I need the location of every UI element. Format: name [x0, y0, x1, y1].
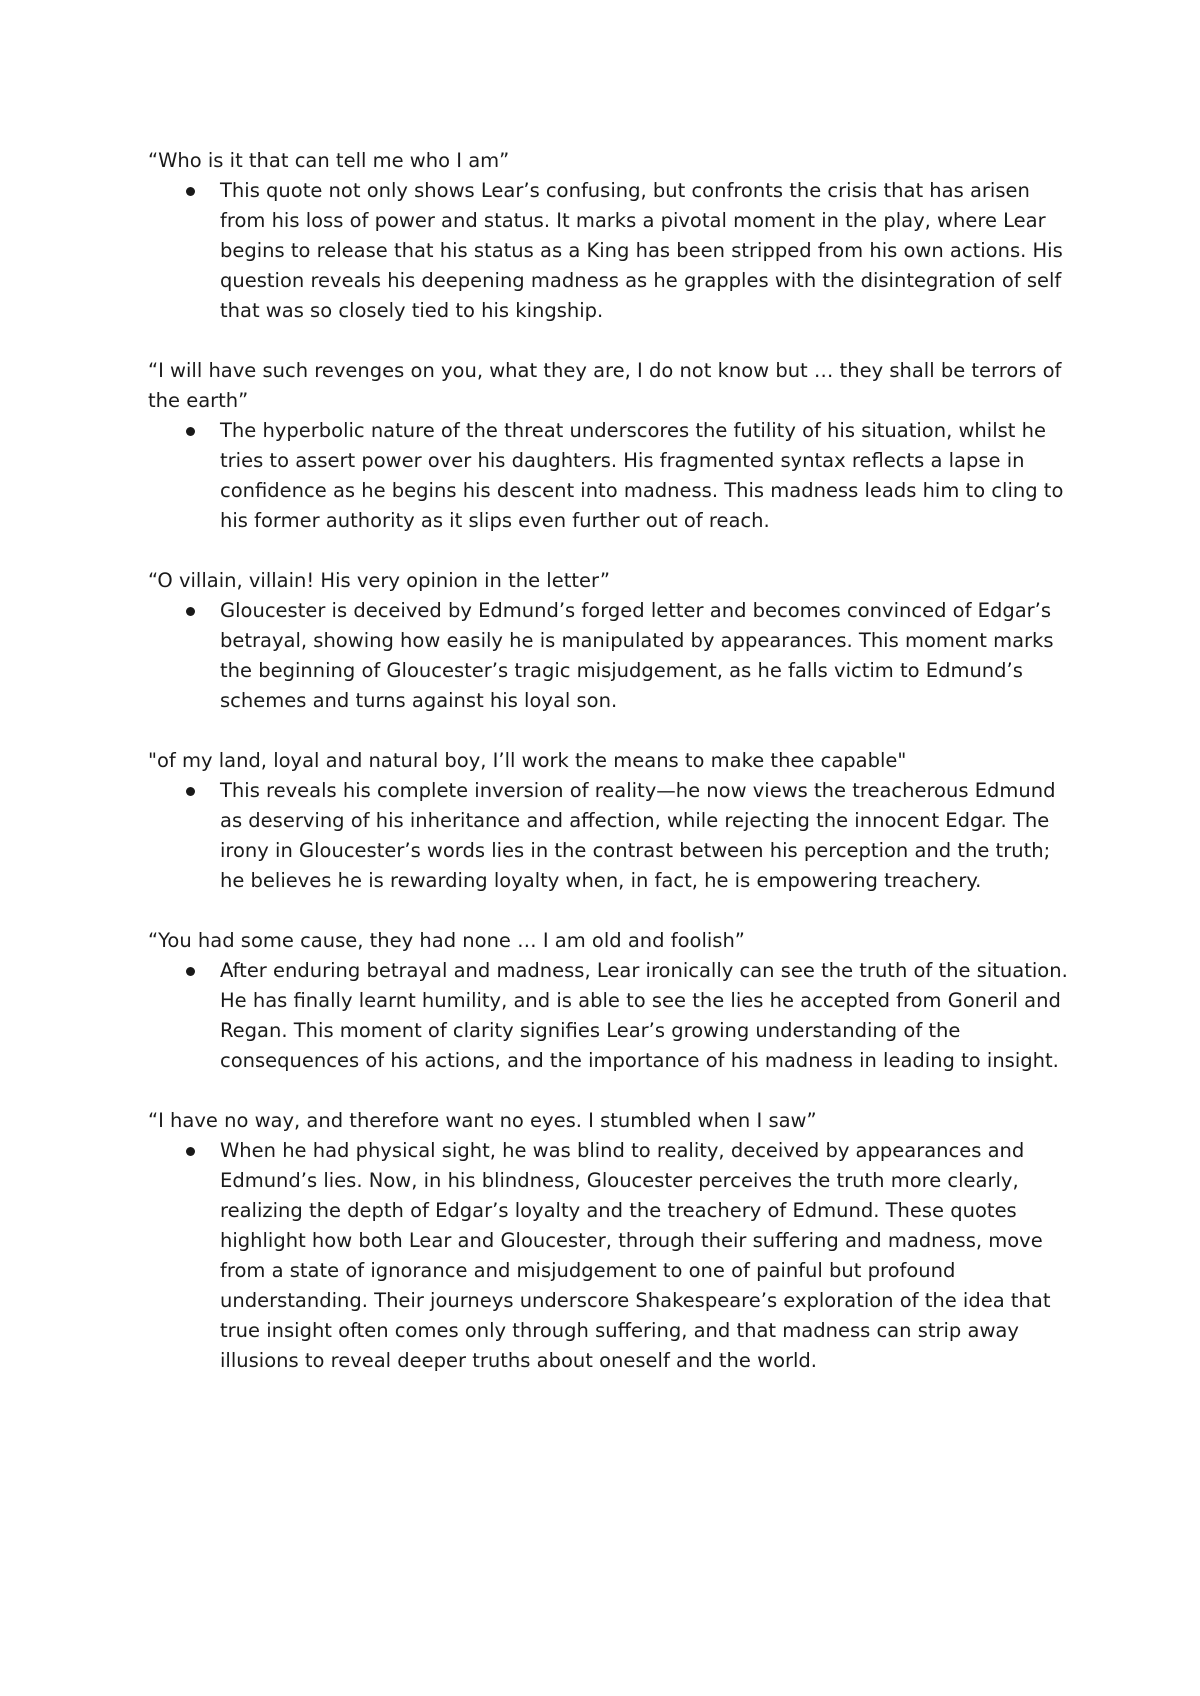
- analysis-text: This quote not only shows Lear’s confusing, but confronts the crisis that has arisen from his loss of power and status. It marks a pivotal moment in the play, where Lear begins to release that his status as a King has been stripped from his own actions. His question reveals his deepening madness as he grapples with the disintegration of self that was so closely tied to his kingship.: [220, 179, 1063, 322]
- quote-entry: [148, 1106, 1068, 1376]
- bullet-icon: [186, 967, 195, 976]
- analysis-list: [148, 956, 1068, 1076]
- bullet-icon: [186, 187, 195, 196]
- analysis-text: After enduring betrayal and madness, Lear ironically can see the truth of the situation. He has finally learnt humility, and is able to see the lies he accepted from Goneril and Regan. This moment of clarity signifies Lear’s growing understanding of the consequences of his actions, and the importance of his madness in leading to insight.: [220, 959, 1068, 1072]
- document-page: [148, 146, 1068, 1406]
- analysis-list: [148, 776, 1068, 896]
- quote-text: “Who is it that can tell me who I am”: [148, 149, 510, 172]
- quote-text: “O villain, villain! His very opinion in the letter”: [148, 569, 610, 592]
- quote-entry: [148, 356, 1068, 536]
- analysis-list: [148, 1136, 1068, 1376]
- bullet-icon: [186, 427, 195, 436]
- bullet-icon: [186, 787, 195, 796]
- bullet-icon: [186, 1147, 195, 1156]
- analysis-item: [148, 1136, 1068, 1376]
- quote-entry: [148, 926, 1068, 1076]
- bullet-icon: [186, 607, 195, 616]
- analysis-item: [148, 956, 1068, 1076]
- analysis-text: Gloucester is deceived by Edmund’s forged letter and becomes convinced of Edgar’s betrayal, showing how easily he is manipulated by appearances. This moment marks the beginning of Gloucester’s tragic misjudgement, as he falls victim to Edmund’s schemes and turns against his loyal son.: [220, 599, 1054, 712]
- quote-text: "of my land, loyal and natural boy, I’ll work the means to make thee capable": [148, 749, 907, 772]
- analysis-list: [148, 596, 1068, 716]
- quote-entry: [148, 146, 1068, 326]
- analysis-list: [148, 416, 1068, 536]
- quote-text: “You had some cause, they had none … I am old and foolish”: [148, 929, 745, 952]
- quote-entry: [148, 566, 1068, 716]
- analysis-item: [148, 596, 1068, 716]
- analysis-text: When he had physical sight, he was blind to reality, deceived by appearances and Edmund’s lies. Now, in his blindness, Gloucester perceives the truth more clearly, realizing the depth of Edgar’s loyalty and the treachery of Edmund. These quotes highlight how both Lear and Gloucester, through their suffering and madness, move from a state of ignorance and misjudgement to one of painful but profound understanding. Their journeys underscore Shakespeare’s exploration of the idea that true insight often comes only through suffering, and that madness can strip away illusions to reveal deeper truths about oneself and the world.: [220, 1139, 1051, 1372]
- quote-text: “I have no way, and therefore want no eyes. I stumbled when I saw”: [148, 1109, 817, 1132]
- analysis-text: This reveals his complete inversion of reality—he now views the treacherous Edmund as deserving of his inheritance and affection, while rejecting the innocent Edgar. The irony in Gloucester’s words lies in the contrast between his perception and the truth; he believes he is rewarding loyalty when, in fact, he is empowering treachery.: [220, 779, 1056, 892]
- analysis-item: [148, 776, 1068, 896]
- analysis-list: [148, 176, 1068, 326]
- quote-text: “I will have such revenges on you, what they are, I do not know but … they shall be terrors of the earth”: [148, 359, 1062, 412]
- analysis-item: [148, 416, 1068, 536]
- analysis-item: [148, 176, 1068, 326]
- quote-entry: [148, 746, 1068, 896]
- analysis-text: The hyperbolic nature of the threat underscores the futility of his situation, whilst he tries to assert power over his daughters. His fragmented syntax reflects a lapse in confidence as he begins his descent into madness. This madness leads him to cling to his former authority as it slips even further out of reach.: [220, 419, 1064, 532]
